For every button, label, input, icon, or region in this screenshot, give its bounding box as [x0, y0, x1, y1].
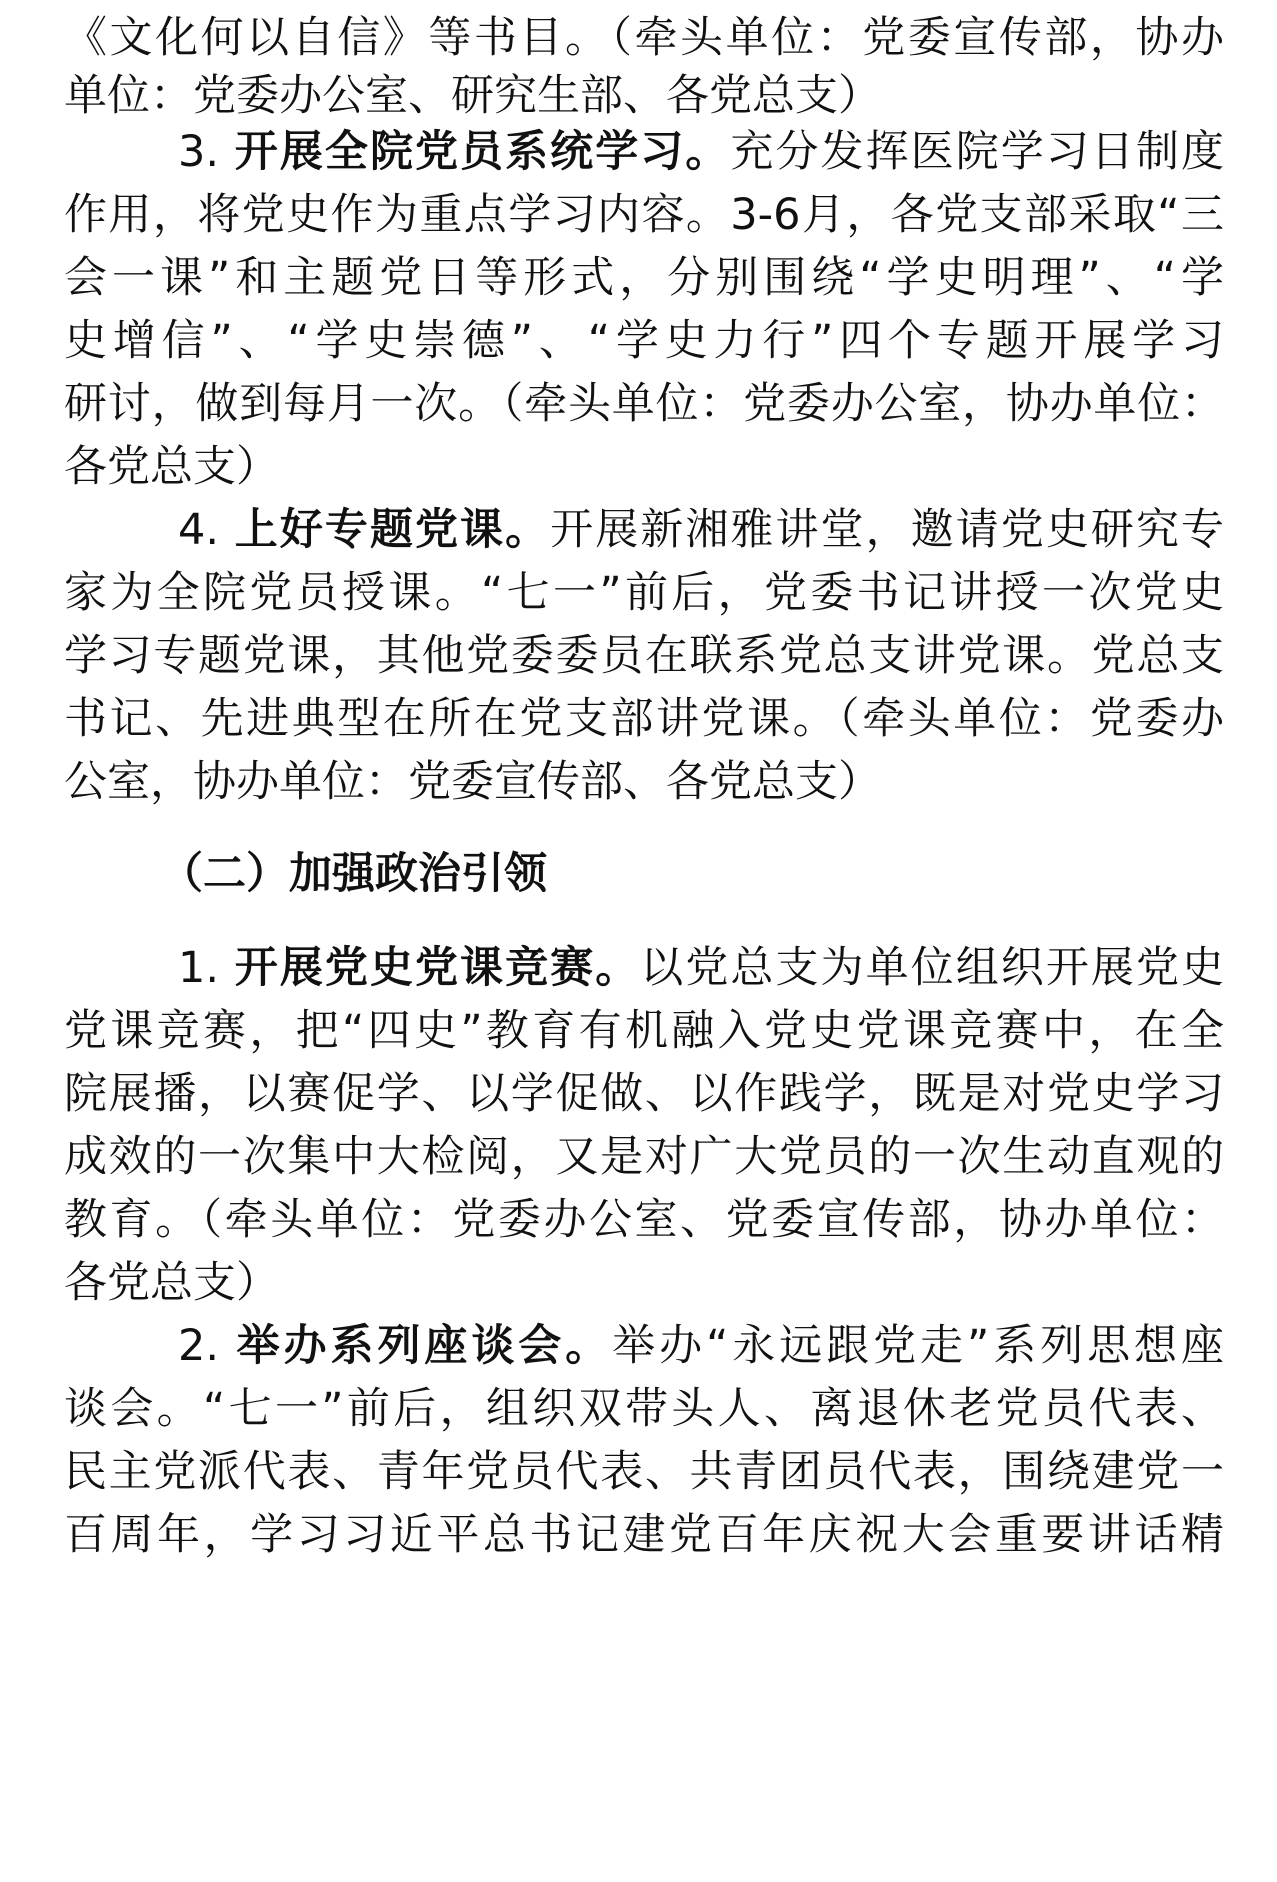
item-title: 开展党史党课竞赛。: [234, 943, 641, 993]
text-line: 公室，协办单位：党委宣传部、各党总支）: [64, 757, 881, 807]
text-line: 会一课”和主题党日等形式，分别围绕“学史明理”、“学: [64, 253, 1224, 303]
text-line: 家为全院党员授课。“七一”前后，党委书记讲授一次党史: [64, 568, 1224, 618]
item-number: 1.: [178, 943, 235, 993]
item-number: 4.: [178, 505, 235, 555]
text-line: 各党总支）: [64, 442, 279, 492]
item-number: 2.: [178, 1321, 237, 1371]
text-line: 教育。（牵头单位：党委办公室、党委宣传部，协办单位：: [64, 1195, 1224, 1245]
text-line: 史增信”、“学史崇德”、“学史力行”四个专题开展学习: [64, 316, 1224, 366]
item-title: 举办系列座谈会。: [236, 1321, 613, 1371]
item-text: 充分发挥医院学习日制度: [730, 127, 1224, 177]
text-line: 研讨，做到每月一次。（牵头单位：党委办公室，协办单位：: [64, 379, 1224, 429]
text-line: 各党总支）: [64, 1258, 279, 1308]
text-line: 单位：党委办公室、研究生部、各党总支）: [64, 71, 881, 121]
text-line: 作用，将党史作为重点学习内容。3-6月，各党支部采取“三: [64, 190, 1224, 240]
text-line: 百周年，学习习近平总书记建党百年庆祝大会重要讲话精: [64, 1510, 1224, 1560]
text-line: 书记、先进典型在所在党支部讲党课。（牵头单位：党委办: [64, 694, 1224, 744]
item-title: 开展全院党员系统学习。: [234, 127, 731, 177]
text-line: 院展播，以赛促学、以学促做、以作践学，既是对党史学习: [64, 1069, 1224, 1119]
item-text: 举办“永远跟党走”系列思想座: [612, 1321, 1224, 1371]
item-text: 开展新湘雅讲堂，邀请党史研究专: [550, 505, 1224, 555]
item-title: 上好专题党课。: [234, 505, 551, 555]
text-line: 学习专题党课，其他党委委员在联系党总支讲党课。党总支: [64, 631, 1224, 681]
text-line: 成效的一次集中大检阅，又是对广大党员的一次生动直观的: [64, 1132, 1224, 1182]
item-number: 3.: [178, 127, 235, 177]
item-text: 以党总支为单位组织开展党史: [640, 943, 1224, 993]
text-line: 民主党派代表、青年党员代表、共青团员代表，围绕建党一: [64, 1447, 1224, 1497]
text-line: 党课竞赛，把“四史”教育有机融入党史党课竞赛中，在全: [64, 1006, 1224, 1056]
text-line: 《文化何以自信》等书目。（牵头单位：党委宣传部，协办: [64, 13, 1224, 63]
text-line: 谈会。“七一”前后，组织双带头人、离退休老党员代表、: [64, 1384, 1224, 1434]
section-heading: （二）加强政治引领: [160, 849, 547, 899]
